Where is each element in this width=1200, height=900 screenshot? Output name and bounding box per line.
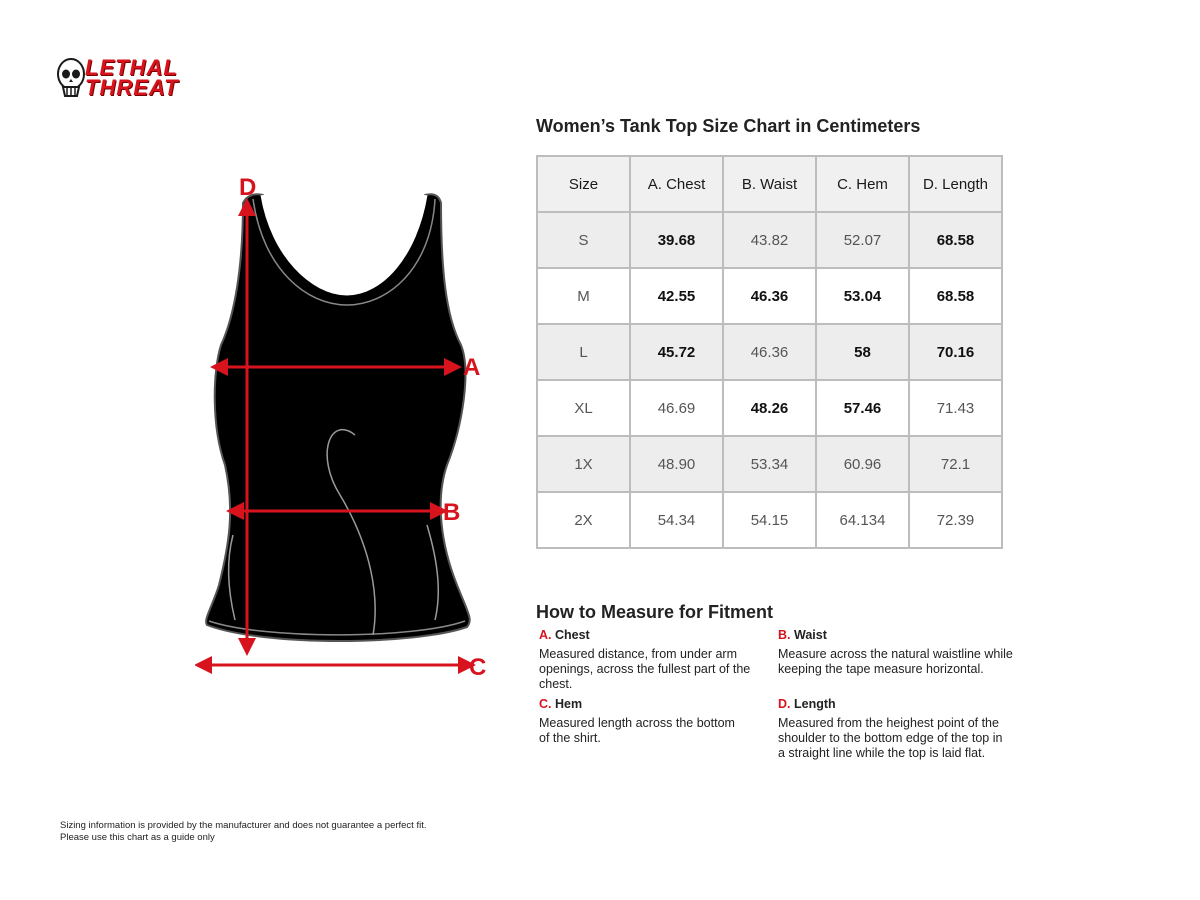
measure-description: Measured length across the bottom of the shirt. (539, 716, 735, 745)
table-row (537, 436, 1002, 492)
disclaimer (60, 820, 427, 844)
cell-waist: 46.36 (723, 324, 816, 380)
howto-title: How to Measure for Fitment (536, 602, 774, 622)
label-c: C (469, 654, 487, 681)
header-length: D. Length (909, 156, 1002, 212)
cell-chest: 42.55 (630, 268, 723, 324)
cell-size: 1X (537, 436, 630, 492)
table-row (537, 212, 1002, 268)
cell-hem: 58 (816, 324, 909, 380)
measure-name: Chest (554, 628, 590, 642)
measure-length (778, 697, 1018, 761)
label-a: A (463, 354, 481, 381)
measure-description: Measure across the natural waistline while keeping the tape measure horizontal. (778, 647, 1013, 676)
cell-hem: 52.07 (816, 212, 909, 268)
header-size: Size (537, 156, 630, 212)
cell-size: L (537, 324, 630, 380)
cell-waist: 46.36 (723, 268, 816, 324)
cell-chest: 45.72 (630, 324, 723, 380)
cell-length: 68.58 (909, 268, 1002, 324)
measure-hem (539, 697, 779, 746)
cell-hem: 57.46 (816, 380, 909, 436)
cell-length: 72.1 (909, 436, 1002, 492)
disclaimer-line-1: Sizing information is provided by the manufacturer and does not guarantee a perfect fit. (60, 820, 427, 831)
disclaimer-line-2: Please use this chart as a guide only (60, 832, 215, 843)
cell-hem: 64.134 (816, 492, 909, 548)
header-hem: C. Hem (816, 156, 909, 212)
label-d: D (239, 174, 257, 201)
table-header-row (537, 156, 1002, 212)
logo-line-1: LETHAL (85, 55, 178, 80)
cell-size: XL (537, 380, 630, 436)
cell-size: 2X (537, 492, 630, 548)
cell-hem: 60.96 (816, 436, 909, 492)
table-row (537, 324, 1002, 380)
size-chart-table (536, 155, 1003, 549)
measure-letter: A. (539, 628, 552, 642)
measure-name: Waist (793, 628, 827, 642)
measure-heading (539, 628, 779, 643)
cell-waist: 53.34 (723, 436, 816, 492)
cell-size: S (537, 212, 630, 268)
cell-length: 70.16 (909, 324, 1002, 380)
measure-chest (539, 628, 779, 692)
size-chart-title: Women’s Tank Top Size Chart in Centimeters (536, 116, 921, 136)
skull-icon (55, 56, 87, 104)
table-row (537, 492, 1002, 548)
cell-length: 71.43 (909, 380, 1002, 436)
cell-chest: 39.68 (630, 212, 723, 268)
cell-waist: 43.82 (723, 212, 816, 268)
measure-description: Measured from the heighest point of the shoulder to the bottom edge of the top in a straight line while the top is laid flat. (778, 716, 1003, 760)
label-b: B (443, 499, 461, 526)
cell-waist: 48.26 (723, 380, 816, 436)
measure-letter: D. (778, 697, 791, 711)
measure-name: Hem (554, 697, 583, 711)
cell-length: 68.58 (909, 212, 1002, 268)
cell-chest: 48.90 (630, 436, 723, 492)
cell-length: 72.39 (909, 492, 1002, 548)
cell-size: M (537, 268, 630, 324)
measure-heading (778, 697, 1018, 712)
tank-top-diagram (195, 165, 505, 685)
measure-heading (539, 697, 779, 712)
measure-heading (778, 628, 1018, 643)
brand-logo (55, 52, 185, 112)
header-chest: A. Chest (630, 156, 723, 212)
measure-waist (778, 628, 1018, 677)
cell-chest: 46.69 (630, 380, 723, 436)
cell-hem: 53.04 (816, 268, 909, 324)
header-waist: B. Waist (723, 156, 816, 212)
cell-waist: 54.15 (723, 492, 816, 548)
measure-description: Measured distance, from under arm openings, across the fullest part of the chest. (539, 647, 751, 691)
measure-name: Length (793, 697, 836, 711)
cell-chest: 54.34 (630, 492, 723, 548)
measure-letter: B. (778, 628, 791, 642)
logo-line-2: THREAT (85, 75, 179, 100)
measure-letter: C. (539, 697, 552, 711)
table-row (537, 380, 1002, 436)
table-row (537, 268, 1002, 324)
